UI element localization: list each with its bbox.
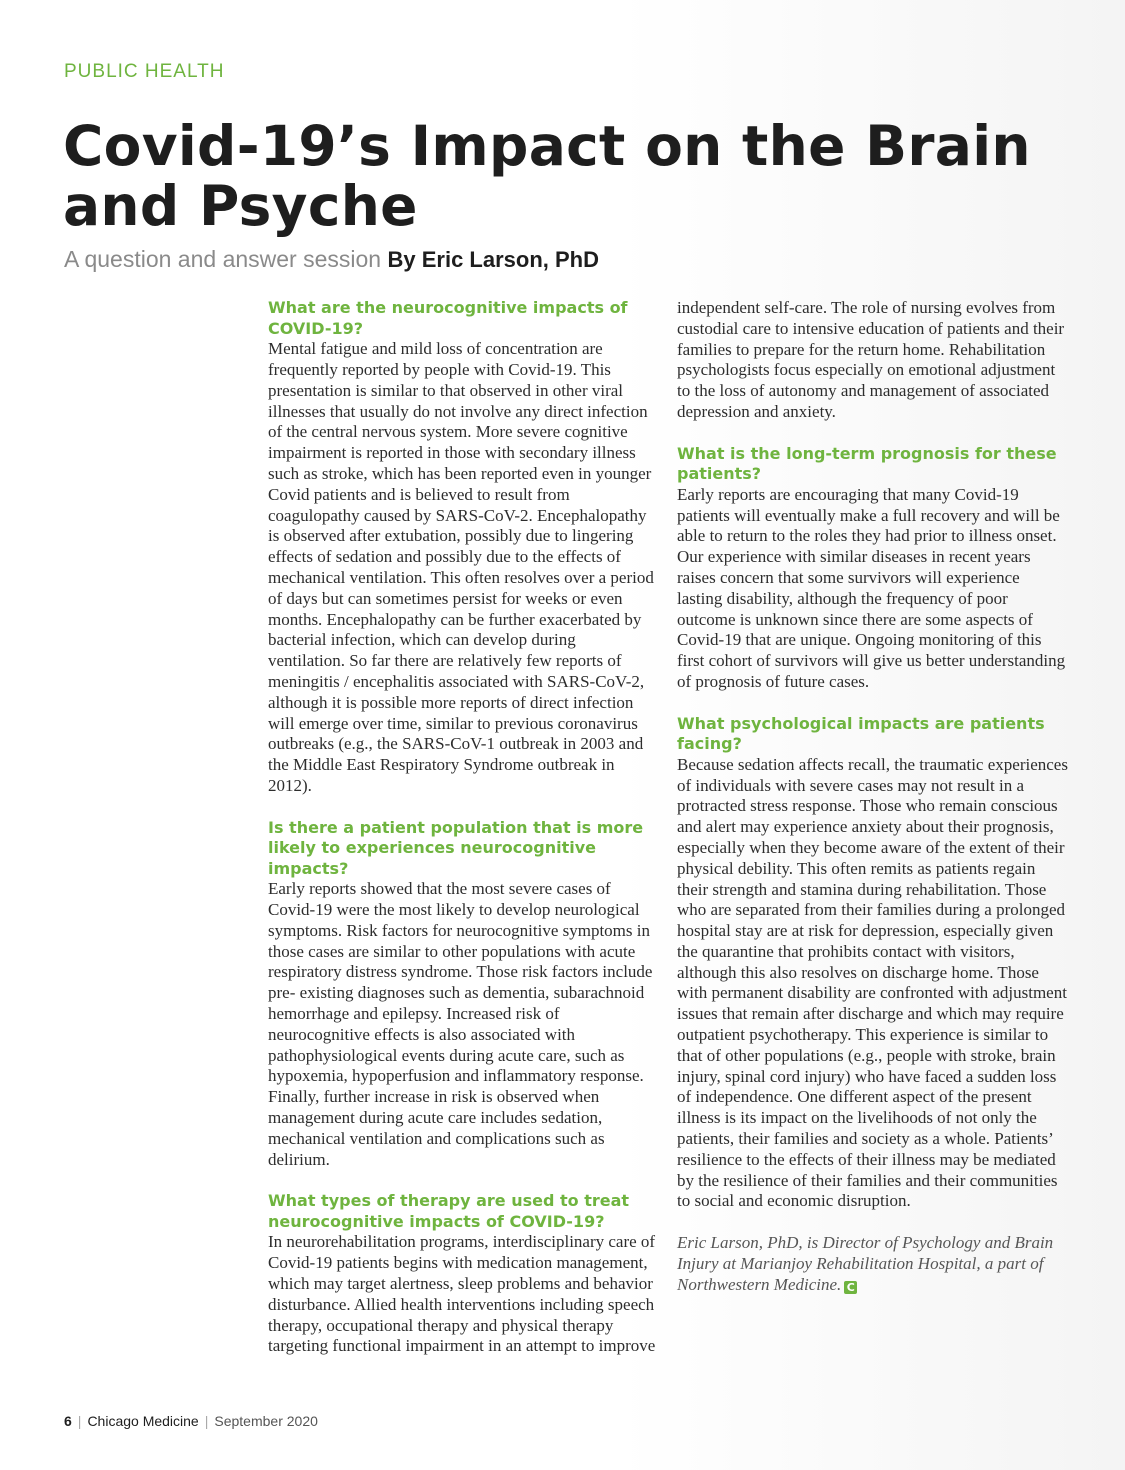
question-heading: What is the long-term prognosis for these patients? [677,443,1057,484]
magazine-name: Chicago Medicine [87,1413,199,1429]
answer-paragraph: Mental fatigue and mild loss of concentration are frequently reported by people with Covid-19. This presentation is similar to that observed in other viral illnesses that usually do not involve any direct infection of the central nervous system. More severe cognitive impairment is reported in those with secondary illness such as stroke, which has been reported even in younger Covid patients and is believed to result from coagulopathy caused by SARS-CoV-2. Encephalopathy is observed after extubation, possibly due to lingering effects of sedation and possibly due to the effects of mechanical ventilation. This often resolves over a period of days but can sometimes persist for weeks or even months. Encephalopathy can be further exacerbated by bacterial infection, which can develop during ventilation. So far there are relatively few reports of meningitis / encephalitis associated with SARS-CoV-2, although it is possible more reports of direct infection will emerge over time, similar to previous coronavirus outbreaks (e.g., the SARS-CoV-1 outbreak in 2003 and the Middle East Respiratory Syndrome outbreak in 2012). [268,339,654,795]
article-column-right [677,298,1069,1295]
page-footer [64,1413,318,1429]
answer-paragraph: Because sedation affects recall, the traumatic experiences of individuals with severe cases may not result in a protracted stress response. Those who remain conscious and alert may experience anxiety about their prognosis, especially when they become aware of the extent of their physical debility. This often remits as patients regain their strength and stamina during rehabilitation. Those who are separated from their families during a prolonged hospital stay are at risk for depression, especially given the quarantine that prohibits contact with visitors, although this also resolves on discharge home. Those with permanent disability are confronted with adjustment issues that remain after discharge and which may require outpatient psychotherapy. This experience is similar to that of other populations (e.g., people with stroke, brain injury, spinal cord injury) who have faced a sudden loss of independence. One different aspect of the present illness is its impact on the livelihoods of not only the patients, their families and society as a whole. Patients’ resilience to the effects of their illness may be mediated by the resilience of their families and their communities to social and economic disruption. [677,754,1068,1211]
article-title: Covid-19’s Impact on the Brain and Psyche [63,114,1031,238]
author-bio-text: Eric Larson, PhD, is Director of Psychology and Brain Injury at Marianjoy Rehabilitation Hospital, a part of Northwestern Medicine. [677,1233,1054,1294]
answer-paragraph: In neurorehabilitation programs, interdisciplinary care of Covid-19 patients begins with medication management, which may target alertness, sleep problems and behavior disturbance. Allied health interventions including speech therapy, occupational therapy and physical therapy targeting functional impairment in an attempt to improve [268,1232,656,1356]
end-mark-icon: C [844,1281,857,1294]
issue-date: September 2020 [214,1413,318,1429]
answer-paragraph: Early reports showed that the most severe cases of Covid-19 were the most likely to develop neurological symptoms. Risk factors for neurocognitive symptoms in those cases are similar to other populations with acute respiratory distress syndrome. Those risk factors include pre- existing diagnoses such as dementia, subarachnoid hemorrhage and epilepsy. Increased risk of neurocognitive effects is also associated with pathophysiological events during acute care, such as hypoxemia, hypoperfusion and inflammatory response. Finally, further increase in risk is observed when management during acute care includes sedation, mechanical ventilation and complications such as delirium. [268,879,653,1169]
question-heading: Is there a patient population that is more likely to experiences neurocognitive impacts? [268,817,644,878]
author-bio [677,1233,1069,1295]
question-heading: What psychological impacts are patients facing? [677,713,1045,754]
answer-paragraph: independent self-care. The role of nursing evolves from custodial care to intensive education of patients and their families to prepare for the return home. Rehabilitation psychologists focus especially on emotional adjustment to the loss of autonomy and management of associated depression and anxiety. [677,298,1065,421]
answer-paragraph: Early reports are encouraging that many Covid-19 patients will eventually make a full recovery and will be able to return to the roles they had prior to illness onset. Our experience with similar diseases in recent years raises concern that some survivors will experience lasting disability, although the frequency of poor outcome is unknown since there are some aspects of Covid-19 that are unique. Ongoing monitoring of this first cohort of survivors will give us better understanding of prognosis of future cases. [677,484,1066,691]
section-label: PUBLIC HEALTH [64,61,225,82]
question-heading: What types of therapy are used to treat neurocognitive impacts of COVID-19? [268,1191,630,1231]
subtitle-text: A question and answer session [64,246,382,272]
footer-divider: | [204,1413,209,1429]
footer-divider: | [77,1413,82,1429]
question-heading: What are the neurocognitive impacts of COVID-19? [268,298,628,338]
article-column-left [268,298,656,1357]
page-number: 6 [64,1413,72,1429]
article-subtitle [64,246,599,273]
author-byline: By Eric Larson, PhD [387,247,599,272]
